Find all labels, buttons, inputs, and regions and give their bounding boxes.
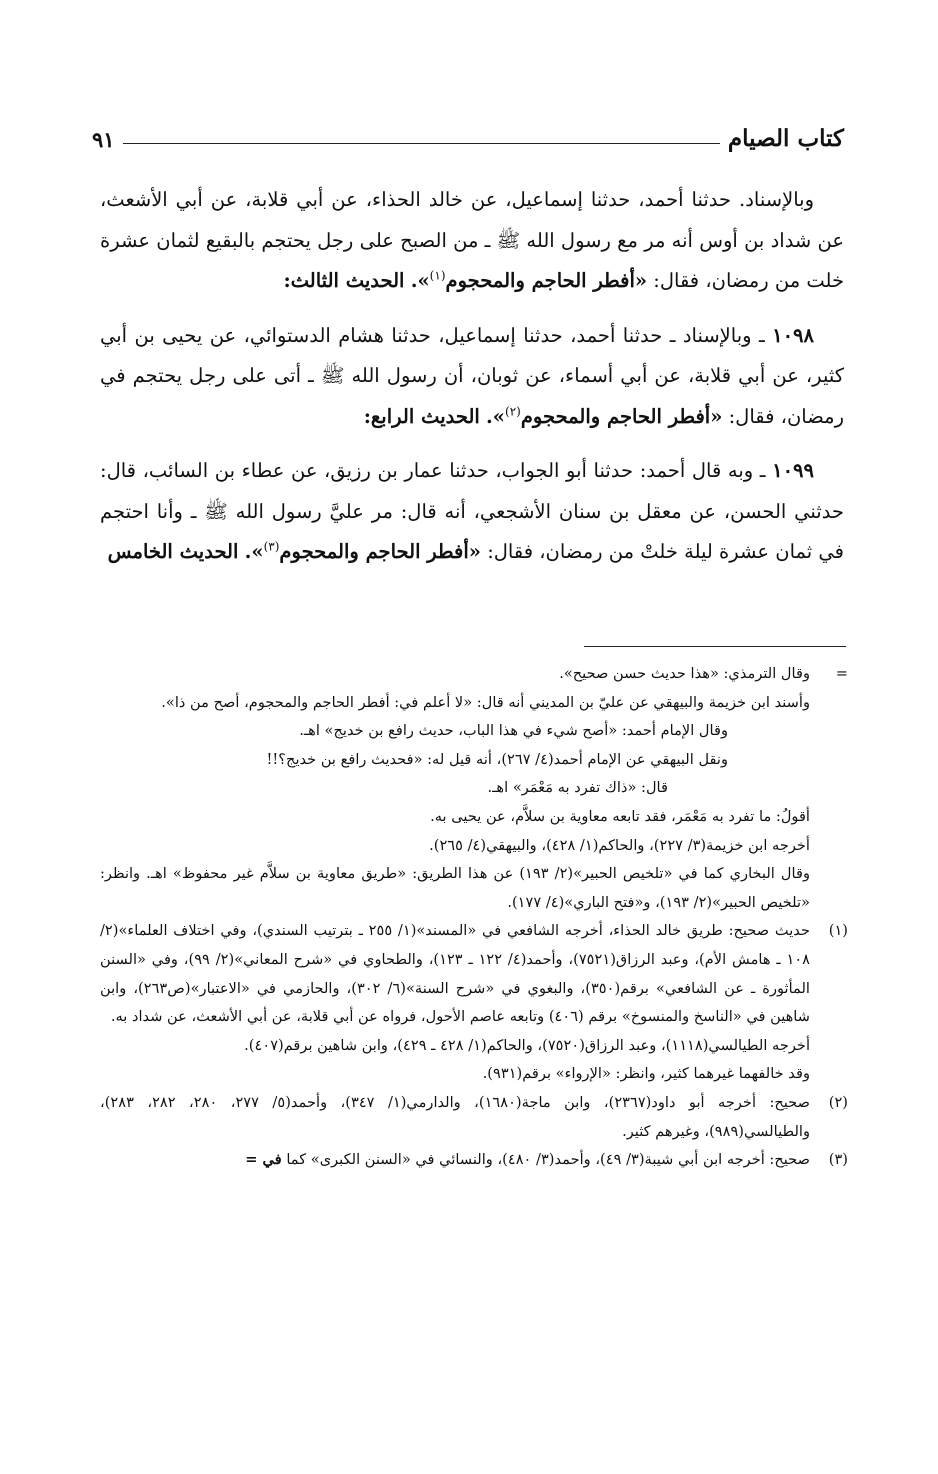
footnote-1 xyxy=(100,917,848,1031)
footnote-line: وقد خالفهما غيرهما كثير، وانظر: «الإرواء» برقم(٩٣١). xyxy=(482,1065,810,1083)
footnote-separator xyxy=(584,646,846,647)
footnote-line: أخرجه الطيالسي(١١١٨)، وعبد الرزاق(٧٥٢٠)، والحاكم(١/ ٤٢٨ ـ ٤٢٩)، وابن شاهين برقم(٤٠٧). xyxy=(244,1036,810,1054)
book-title: كتاب الصيام xyxy=(727,125,844,152)
section-heading: الحديث الثالث: xyxy=(283,269,405,292)
footnote-line: وقال الإمام أحمد: «أصح شيء في هذا الباب، حديث رافع بن خديج» اهـ. xyxy=(299,722,728,740)
main-text xyxy=(100,180,844,587)
paragraph-body: وبالإسناد. حدثنا أحمد، حدثنا إسماعيل، عن خالد الحذاء، عن أبي قلابة، عن أبي الأشعث، عن شداد بن أوس أنه مر مع رسول الله ﷺ ـ من الصبح على رجل يحتجم بالبقيع لثمان عشرة خلت من رمضان، فقال: xyxy=(100,188,844,292)
quote-close: ». xyxy=(410,269,430,292)
page-header xyxy=(92,118,844,152)
hadith-number: ١٠٩٩ xyxy=(772,459,814,482)
footnote-line: وقال البخاري كما في «تلخيص الحبير»(٢/ ١٩٣) عن هذا الطريق: «طريق معاوية بن سلاَّم غير محفوظ» اهـ. وانظر: «تلخيص الحبير»(٢/ ١٩٣)، و«فتح الباري»(٤/ ١٧٧). xyxy=(100,865,810,911)
footnote-3 xyxy=(100,1146,848,1175)
footnote-continuation xyxy=(100,660,848,689)
footnote-line: وقال الترمذي: «هذا حديث حسن صحيح». xyxy=(559,665,810,682)
footnote-mark: (٢) xyxy=(828,1093,848,1111)
footnote-text: حديث صحيح: طريق خالد الحذاء، أخرجه الشافعي في «المسند»(١/ ٢٥٥ ـ بترتيب السندي)، وفي اختلاف العلماء»(٢/ ١٠٨ ـ هامش الأم)، وعبد الرزاق(٧٥٢١)، وأحمد(٤/ ١٢٢ ـ ١٢٣)، والطحاوي في «شرح المعاني»(٢/ ٩٩)، وفي «السنن المأثورة ـ عن الشافعي» برقم(٣٥٠)، والبغوي في «شرح السنة»(٦/ ٣٠٢)، والحازمي في «الاعتبار»(ص٢٦٣)، وابن شاهين في «الناسخ والمنسوخ» برقم (٤٠٦) وتابعه عاصم الأحول، فرواه عن أبي قلابة، عن أبي الأشعث، عن شداد به. xyxy=(100,922,811,1026)
continuation-mark: = xyxy=(835,665,848,682)
footnote-2 xyxy=(100,1089,848,1146)
quote: «أفطر الحاجم والمحجوم xyxy=(279,540,481,563)
footnote-ref[interactable]: (١) xyxy=(429,268,446,283)
footnote-ref[interactable]: (٢) xyxy=(505,404,521,418)
hadith-paragraph xyxy=(100,180,844,302)
footnote-mark: (١) xyxy=(828,922,848,940)
quote: «أفطر الحاجم والمحجوم xyxy=(520,404,723,428)
hadith-paragraph xyxy=(100,451,844,573)
footnote-text: صحيح: أخرجه أبو داود(٢٣٦٧)، وابن ماجة(١٦٨٠)، والدارمي(١/ ٣٤٧)، وأحمد(٥/ ٢٧٧، ٢٨٠، ٢٨٢، ٢٨٣)، والطيالسي(٩٨٩)، وغيرهم كثير. xyxy=(100,1093,810,1140)
quote-close: ». xyxy=(244,540,264,563)
hadith-number: ١٠٩٨ xyxy=(772,323,814,347)
footnote-continues: في = xyxy=(245,1151,282,1169)
footnote-line: ونقل البيهقي عن الإمام أحمد(٤/ ٢٦٧)، أنه قيل له: «فحديث رافع بن خديج؟!! xyxy=(266,750,728,768)
footnote-mark: (٣) xyxy=(828,1151,848,1169)
footnotes xyxy=(100,660,848,1175)
quote-close: ». xyxy=(486,404,505,428)
section-heading: الحديث الرابع: xyxy=(363,404,480,428)
paragraph-body: ـ وبه قال أحمد: حدثنا أبو الجواب، حدثنا عمار بن رزيق، عن عطاء بن السائب، قال: حدثني الحسن، عن معقل بن سنان الأشجعي، أنه قال: مر عليَّ رسول الله ﷺ ـ وأنا احتجم في ثمان عشرة ليلة خلتْ من رمضان، فقال: xyxy=(100,459,844,563)
footnote-ref[interactable]: (٣) xyxy=(263,539,280,554)
footnote-line: أقولُ: ما تفرد به مَعْمَر، فقد تابعه معاوية بن سلاَّم، عن يحيى به. xyxy=(430,807,810,825)
footnote-line: قال: «ذاك تفرد به مَعْمَر» اهـ. xyxy=(487,779,668,797)
footnote-text: صحيح: أخرجه ابن أبي شيبة(٣/ ٤٩)، وأحمد(٣/ ٤٨٠)، والنسائي في «السنن الكبرى» كما xyxy=(286,1151,810,1169)
footnote-line: أخرجه ابن خزيمة(٣/ ٢٢٧)، والحاكم(١/ ٤٢٨)، والبيهقي(٤/ ٢٦٥). xyxy=(429,836,810,854)
footnote-line: وأسند ابن خزيمة والبيهقي عن عليّ بن المديني أنه قال: «لا أعلم في: أفطر الحاجم والمحجوم، أصح من ذا». xyxy=(161,693,810,711)
page-number: ٩١ xyxy=(92,127,115,152)
section-heading: الحديث الخامس xyxy=(107,540,239,563)
paragraph-body: ـ وبالإسناد ـ حدثنا أحمد، حدثنا إسماعيل، حدثنا هشام الدستوائي، عن يحيى بن أبي كثير، عن أبي قلابة، عن أبي أسماء، عن ثوبان، أن رسول الله ﷺ ـ أتى على رجل يحتجم في رمضان، فقال: xyxy=(100,323,844,428)
quote: «أفطر الحاجم والمحجوم xyxy=(445,269,648,292)
hadith-paragraph xyxy=(100,316,844,438)
header-rule xyxy=(123,143,720,144)
